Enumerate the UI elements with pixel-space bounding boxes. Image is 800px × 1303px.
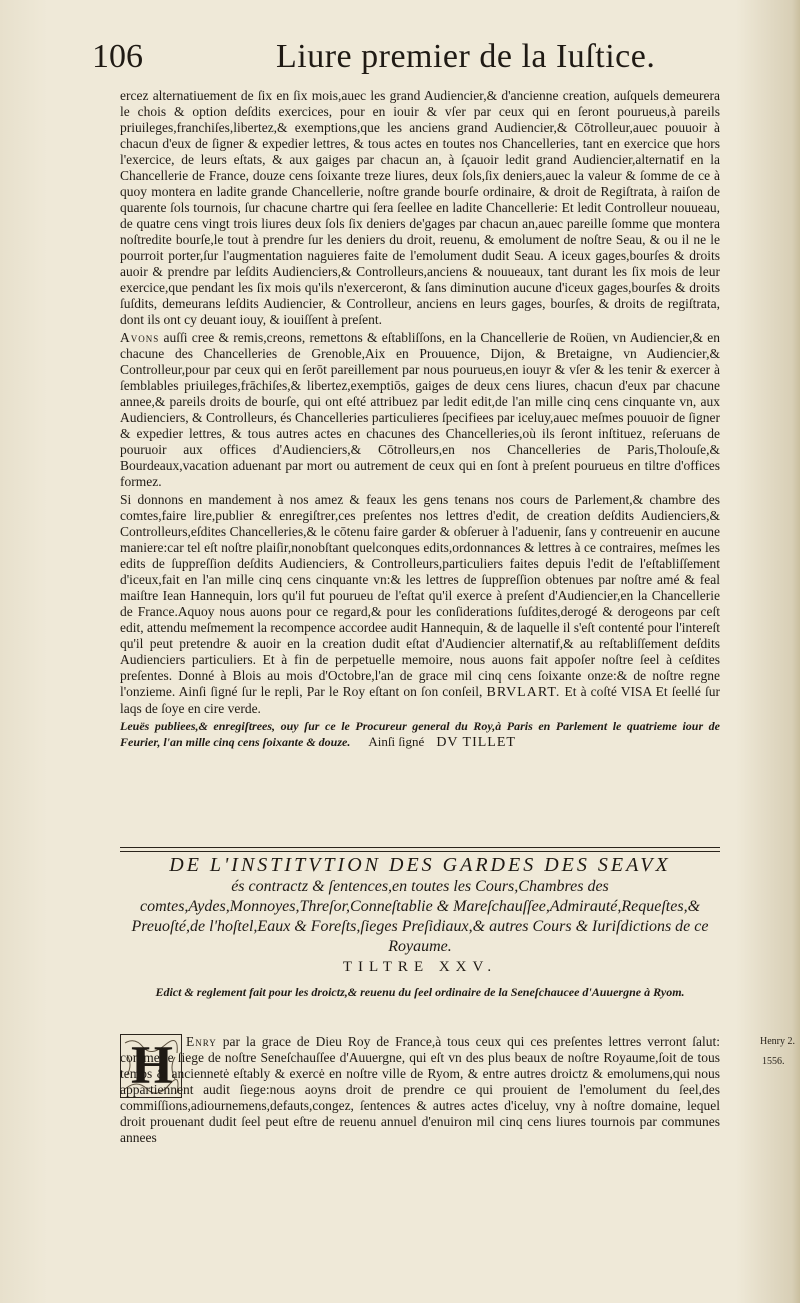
section-lead: Enry — [186, 1034, 217, 1049]
section-title: DE L'INSTITVTION DES GARDES DES SEAVX — [169, 854, 671, 876]
margin-note-king: Henry 2. — [760, 1036, 795, 1047]
title-rule-thick — [120, 847, 720, 848]
registration-note-text: Leuës publiees,& enregiſtrees, ouy ſur ce le Procureur general du Roy,à Paris en Parlement le quatrieme iour de Feurier, l'an mille cinq cens ſoixante & douze. — [120, 719, 720, 749]
edict-subtitle: Edict & reglement fait pour les droictz,& reuenu du ſeel ordinaire de la Seneſchaucee d'Auuergne à Ryom. — [155, 985, 685, 999]
main-text — [120, 88, 720, 752]
page-number: 106 — [92, 38, 143, 75]
registration-signed: Ainſi ſigné — [368, 734, 425, 749]
section-text — [120, 1034, 720, 1148]
section-paragraph-text: par la grace de Dieu Roy de France,à tous ceux qui ces preſentes lettres verront ſalut: comme le ſiege de noſtre Seneſchauſſee d'Auuergne, qui eſt vn des plus beaux de noſtre Royaume,ſoit de tous temps & anciennetė eſtably & exercė en noſtre ville de Ryom, & entre autres droictz & emolumens,qui nous appartiennent audit ſiege:nous aoyns droit de prendre ce qui prouient de l'emolument du ſeel,des commiſſions,adiournemens,defauts,congez, ſentences & autres actes d'iceluy, vny à noſtre domaine, lequel droit prouenant dudit ſeel peut eſtre de reuenu annuel d'enuiron mil cinq cens liures tournois par communes annees — [120, 1034, 721, 1145]
signature-brulart: BRVLART. — [486, 685, 561, 700]
paragraph-3-tail: Et à coſté VISA Et ſeellé ſur laqs de ſoye en cire verde. — [120, 684, 721, 716]
dropcap-letter: H — [131, 1035, 174, 1095]
margin-note-year: 1556. — [762, 1056, 785, 1067]
paragraph-2-lead: Avons — [120, 330, 160, 345]
running-head: Liure premier de la Iuſtice. — [276, 38, 656, 75]
tiltre-heading: TILTRE XXV. — [342, 959, 498, 975]
paragraph-2 — [120, 330, 720, 490]
paragraph-3-text: Si donnons en mandement à nos amez & feaux les gens tenans nos cours de Parlement,& chambre des comtes,faire lire,publier & enregiſtrer,ces preſentes nos lettres d'edit, de creation deſdits Audienciers,& Controlleurs,eſdites Chancelleries,& le cōtenu faire garder & obſeruer à l'aduenir, ſans y contreuenir en aucune maniere:car tel eſt noſtre plaiſir,nonobſtant quelconques edits,ordonnances & lettres à ce contraires, meſmes les edits de ſuppreſſion deſdits Audienciers, & Controlleurs,particuliers faites depuis l'edit de l'eſtabliſſement d'iceux,fait en l'an mille cinq cens cinquante vn:& les lettres de ſuppreſſion obtenues par noſtre amé & feal maiſtre Iean Hannequin, lors qu'il fut pourueu de l'eſtat qu'il exerce à preſent d'Audiencier,en la Chancellerie de France.Aquoy nous auons pour ce regard,& pour les conſiderations ſuſdites,derogé & derogeons par ceſt edit, attendu meſmement la recompence accordee audit Hannequin, & de laquelle il s'eſt contenté pour l'intereſt qu'il peut pretendre & auoir en la creation dudit eſtat d'Audiencier alternatif,& au reſtabliſſement deſdits Audienciers particuliers. Et à fin de perpetuelle memoire, nous auons fait appoſer noſtre ſeel à ceſdites preſentes. Donné à Blois au mois d'Octobre,l'an de grace mil cinq cens ſoixante onze:& de noſtre regne l'onzieme. Ainſi ſigné ſur le repli, Par le Roy eſtant on ſon conſeil, — [120, 492, 720, 699]
registration-note — [120, 719, 720, 750]
paragraph-1: ercez alternatiuement de ſix en ſix mois,auec les grand Audiencier,& d'ancienne creation, auſquels demeurera le chois & option deſdits exercices, pour en iouir & vſer par ceux qui en ſeront pourueus,à pareils priuileges,franchiſes,libertez,& exemptions,que les anciens grand Audiencier,& Cōtrolleur,auec pouuoir à chacun d'eux de ſigner & expedier lettres, & tous actes en toutes nos Chancelleries, tant en exercice que hors l'exercice, de leurs eſtats, & aux gaiges par chacun an, à ſçauoir ledit grand Audiencier,alternatif en la Chancellerie de France, douze cens ſoixante treze liures, deux ſols,ſix deniers,auec la valeur & ſomme de ce à quoy montera en ladite grande Chancellerie, noſtre grande bourſe ordinaire, & droit de Regiſtrata, à raiſon de quarente ſols tournois, ſur chacune chartre qui ſera ſeellee en ladite Chancellerie: Et ledit Controlleur nouueau, de quatre cens vingt trois liures deux ſols ſix deniers de'gages par chacun an,auec pareille ſomme que montera noſtredite bourſe,le tout à prendre ſur les deniers du droit, reuenu, & emolument de noſtre Seau, & ou il ne le pourroit porter,ſur l'augmentation naguieres faite de l'emolument dudit Seau. A iceux gages,bourſes & droits auoir & prendre par leſdits Audienciers,& Controlleurs,anciens & nouueaux, tant durant les ſix mois de leur exercice,que pendant les ſix mois qu'ils n'exerceront, & ſans diminution aucune d'iceux gages,bourſes & droits ſuſdits, demeurans leſdits Audiencier, & Controlleur, anciens en leurs gages, bourſes, & droits de regiſtrata, dont ils ont cy deuant iouy, & iouiſſent à preſent. — [120, 88, 720, 327]
signature-du-tillet: DV TILLET — [436, 735, 516, 750]
section-paragraph — [120, 1034, 720, 1146]
section-title-block — [120, 847, 720, 1000]
paragraph-3 — [120, 492, 720, 717]
section-title-continuation: és contractz & ſentences,en toutes les Cours,Chambres des comtes,Aydes,Monnoyes,Threſor,Conneſtablie & Mareſchauſſee,Admirauté,Requeſtes,& Preuoſté,de l'hoſtel,Eaux & Foreſts,ſieges Preſidiaux,& autres Cours & Iuriſdictions de ce Royaume. — [131, 878, 709, 955]
paragraph-2-text: auſſi cree & remis,creons, remettons & eſtabliſſons, en la Chancellerie de Roüen, vn Audiencier,& en chacune des Chancelleries de Grenoble,Aix en Prouuence, Dijon, & Bretaigne, vn Audiencier,& Controlleur,pour par ceux qui en ſerōt pareillement par nous pourueus,en iouyr & vſer & les tenir & exercer à ſemblables priuileges,frāchiſes,& libertez,exemptiōs, gaiges de deux cens liures, chacun d'eux par chacune annee,& pareils droits de bourſe, qui ont eſté attribuez par ledit edit,de l'an mille cinq cens cinquante vn, aux Audienciers, & Controlleurs, és Chancelleries particulieres ſpecifiees par iceluy,auec meſmes pouuoir de ſigner & expedier lettres, & tous autres actes en chacunes des Chancelleries,où ils ſeront inſtituez, reſeruans de pouruoir aux offices d'Audienciers,& Cōtrolleurs,en nos Chancelleries de Paris,Tholouſe,& Bourdeaux,vacation aduenant par mort ou autrement de ceux qui en ſont à preſent pourueus en tiltre d'offices formez. — [120, 330, 720, 489]
title-rule-thin — [120, 851, 720, 852]
